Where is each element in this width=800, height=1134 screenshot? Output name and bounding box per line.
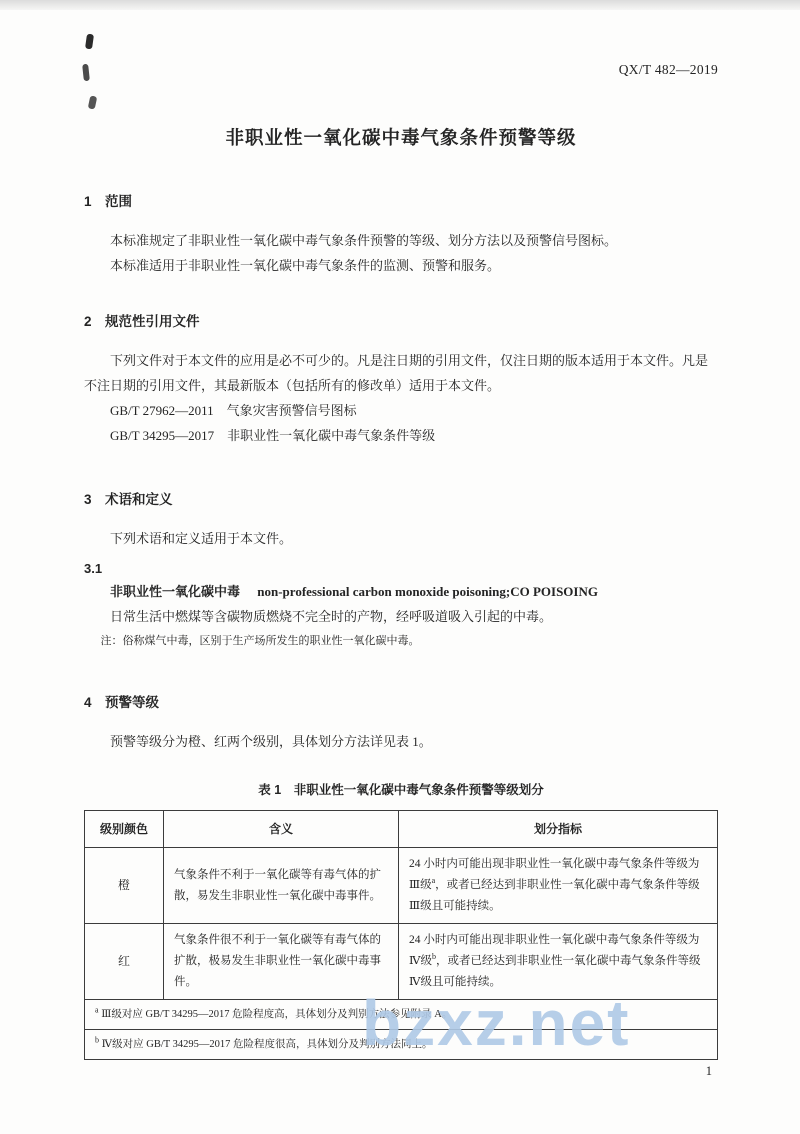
term-note: 注：俗称煤气中毒，区别于生产场所发生的职业性一氧化碳中毒。 bbox=[100, 635, 420, 647]
column-header-level-color: 级别颜色 bbox=[85, 811, 164, 848]
term-entry bbox=[84, 580, 718, 604]
footnote-text: Ⅲ级对应 GB/T 34295—2017 危险程度高，具体划分及判别方法参见附录 A。 bbox=[101, 1009, 453, 1020]
indicator-text: ，或者已经达到非职业性一氧化碳中毒气象条件等级Ⅲ级且可能持续。 bbox=[409, 879, 700, 912]
indicator-text: ，或者已经达到非职业性一氧化碳中毒气象条件等级Ⅳ级且可能持续。 bbox=[409, 955, 701, 988]
page-number: 1 bbox=[705, 1064, 712, 1078]
footnote-marker: a bbox=[95, 1005, 99, 1015]
footnote-marker: a bbox=[431, 876, 436, 886]
footnote-marker: b bbox=[432, 952, 436, 962]
term-definition: 日常生活中燃煤等含碳物质燃烧不完全时的产物，经呼吸道吸入引起的中毒。 bbox=[110, 609, 553, 624]
section-3-heading: 3 术语和定义 bbox=[84, 492, 173, 507]
footnote-marker: b bbox=[95, 1035, 99, 1045]
standard-number: QX/T 482—2019 bbox=[618, 62, 718, 77]
term-english: non-professional carbon monoxide poisoning;CO POISOING bbox=[257, 584, 598, 599]
section-1-paragraph-2: 本标准适用于非职业性一氧化碳中毒气象条件的监测、预警和服务。 bbox=[110, 258, 501, 273]
section-4-paragraph-1: 预警等级分为橙、红两个级别，具体划分方法详见表 1。 bbox=[110, 734, 432, 749]
indicator-cell bbox=[399, 848, 718, 924]
bzxz-watermark: bzxz.net bbox=[362, 987, 631, 1059]
normative-reference-2: GB/T 34295—2017 非职业性一氧化碳中毒气象条件等级 bbox=[110, 428, 436, 443]
section-1-heading: 1 范围 bbox=[84, 194, 133, 209]
section-4-heading: 4 预警等级 bbox=[84, 695, 160, 710]
clause-number-3-1: 3.1 bbox=[84, 561, 103, 576]
normative-reference-1: GB/T 27962—2011 气象灾害预警信号图标 bbox=[110, 403, 357, 418]
scan-artifact bbox=[88, 95, 98, 109]
section-1-paragraph-1: 本标准规定了非职业性一氧化碳中毒气象条件预警的等级、划分方法以及预警信号图标。 bbox=[110, 233, 618, 248]
meaning-cell: 气象条件不利于一氧化碳等有毒气体的扩散，易发生非职业性一氧化碳中毒事件。 bbox=[164, 848, 399, 924]
term-chinese: 非职业性一氧化碳中毒 bbox=[110, 584, 241, 599]
indicator-text: 24 小时内可能出现非职业性一氧化碳中毒气象条件等级为Ⅳ级 bbox=[409, 934, 700, 967]
table-row bbox=[85, 848, 718, 924]
document-title: 非职业性一氧化碳中毒气象条件预警等级 bbox=[225, 127, 577, 148]
section-3-paragraph-1: 下列术语和定义适用于本文件。 bbox=[110, 531, 293, 546]
column-header-indicator: 划分指标 bbox=[399, 811, 718, 848]
meaning-cell: 气象条件很不利于一氧化碳等有毒气体的扩散，极易发生非职业性一氧化碳中毒事件。 bbox=[164, 924, 399, 1000]
scan-edge-shadow bbox=[0, 0, 800, 10]
footnote-text: Ⅳ级对应 GB/T 34295—2017 危险程度很高，具体划分及判别方法同上。 bbox=[101, 1039, 433, 1050]
section-2-heading: 2 规范性引用文件 bbox=[84, 314, 200, 329]
table-1-caption: 表 1 非职业性一氧化碳中毒气象条件预警等级划分 bbox=[258, 783, 544, 797]
level-color-cell: 红 bbox=[85, 924, 164, 1000]
column-header-meaning: 含义 bbox=[164, 811, 399, 848]
section-2-paragraph-1: 下列文件对于本文件的应用是必不可少的。凡是注日期的引用文件，仅注日期的版本适用于本文件。凡是不注日期的引用文件，其最新版本（包括所有的修改单）适用于本文件。 bbox=[84, 353, 709, 393]
indicator-text: 24 小时内可能出现非职业性一氧化碳中毒气象条件等级为Ⅲ级 bbox=[409, 858, 700, 891]
scan-artifact bbox=[85, 34, 94, 50]
level-color-cell: 橙 bbox=[85, 848, 164, 924]
table-header-row bbox=[85, 811, 718, 848]
